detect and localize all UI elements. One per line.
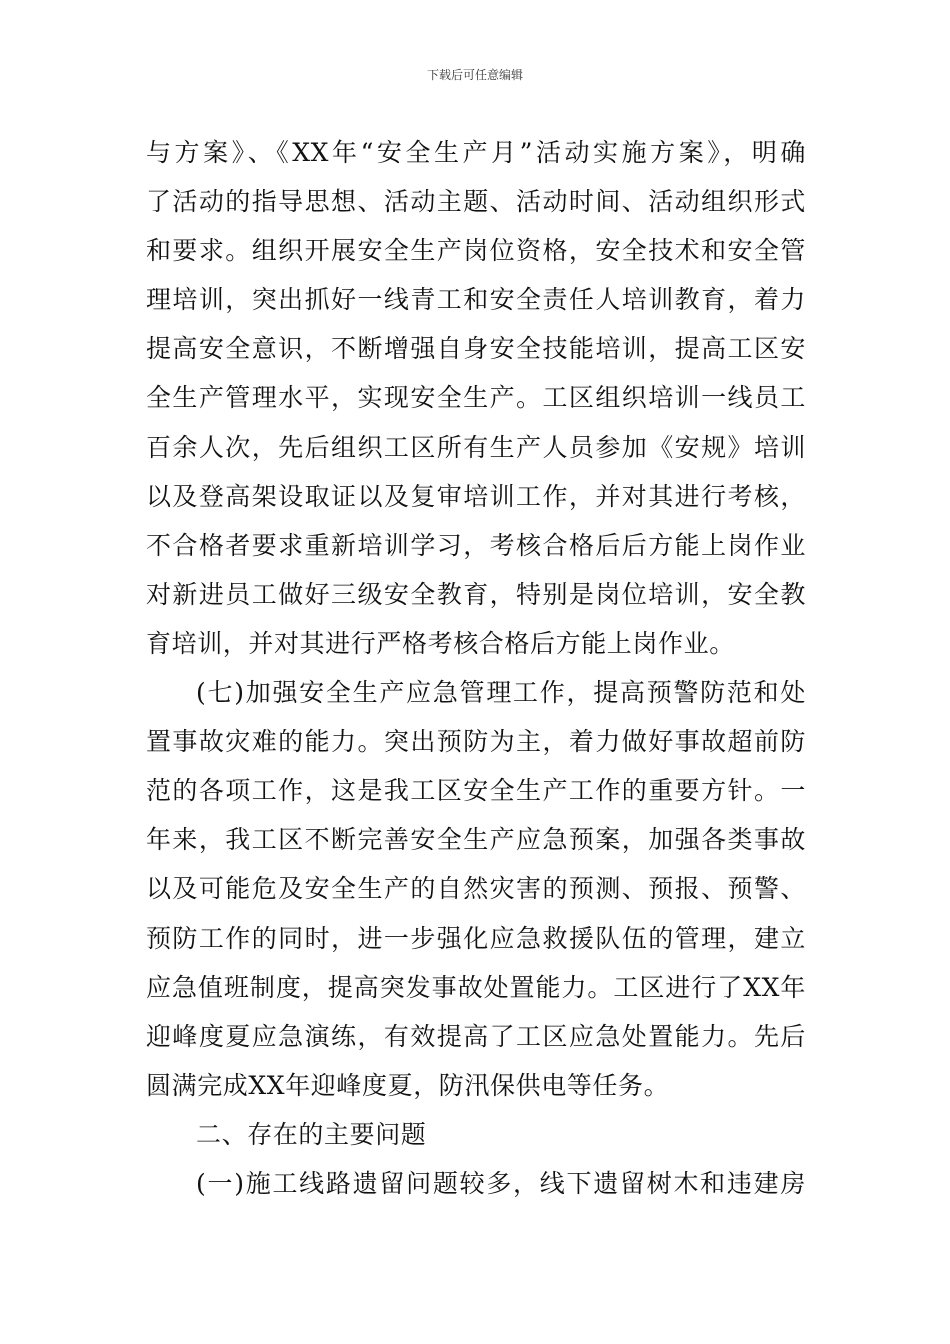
text-line: 全生产管理水平，实现安全生产。工区组织培训一线员工 — [146, 383, 806, 413]
text-line: 以及可能危及安全生产的自然灾害的预测、预报、预警、 — [146, 874, 806, 904]
text-line: 以及登高架设取证以及复审培训工作，并对其进行考核， — [146, 481, 806, 511]
text-line: 年来，我工区不断完善安全生产应急预案，加强各类事故 — [146, 825, 806, 855]
text-line: 不合格者要求重新培训学习，考核合格后后方能上岗作业 — [146, 530, 806, 560]
text-line: 范的各项工作，这是我工区安全生产工作的重要方针。一 — [146, 776, 806, 806]
text-line: 置事故灾难的能力。突出预防为主，着力做好事故超前防 — [146, 727, 806, 757]
text-line: 圆满完成XX年迎峰度夏，防汛保供电等任务。 — [146, 1070, 670, 1100]
text-line: 应急值班制度，提高突发事故处置能力。工区进行了XX年 — [146, 972, 806, 1002]
text-line: 预防工作的同时，进一步强化应急救援队伍的管理，建立 — [146, 923, 806, 953]
text-line: 与方案》、《XX年“安全生产月”活动实施方案》，明确 — [146, 138, 806, 167]
text-line: 迎峰度夏应急演练，有效提高了工区应急处置能力。先后 — [146, 1021, 806, 1051]
document-body — [146, 128, 806, 1208]
text-line: 了活动的指导思想、活动主题、活动时间、活动组织形式 — [146, 187, 806, 217]
text-line: 理培训，突出抓好一线青工和安全责任人培训教育，着力 — [146, 285, 806, 315]
text-line: 提高安全意识，不断增强自身安全技能培训，提高工区安 — [146, 334, 806, 364]
page-header: 下载后可任意编辑 — [426, 68, 523, 82]
section-heading: 二、存在的主要问题 — [196, 1119, 427, 1149]
paragraph-first-line: (七)加强安全生产应急管理工作，提高预警防范和处 — [196, 678, 806, 708]
paragraph-first-line: (一)施工线路遗留问题较多，线下遗留树木和违建房 — [196, 1168, 806, 1198]
text-line: 和要求。组织开展安全生产岗位资格，安全技术和安全管 — [146, 236, 806, 266]
text-line: 育培训，并对其进行严格考核合格后方能上岗作业。 — [146, 628, 735, 658]
text-line: 对新进员工做好三级安全教育，特别是岗位培训，安全教 — [146, 579, 806, 609]
text-line: 百余人次，先后组织工区所有生产人员参加《安规》培训 — [146, 432, 806, 462]
